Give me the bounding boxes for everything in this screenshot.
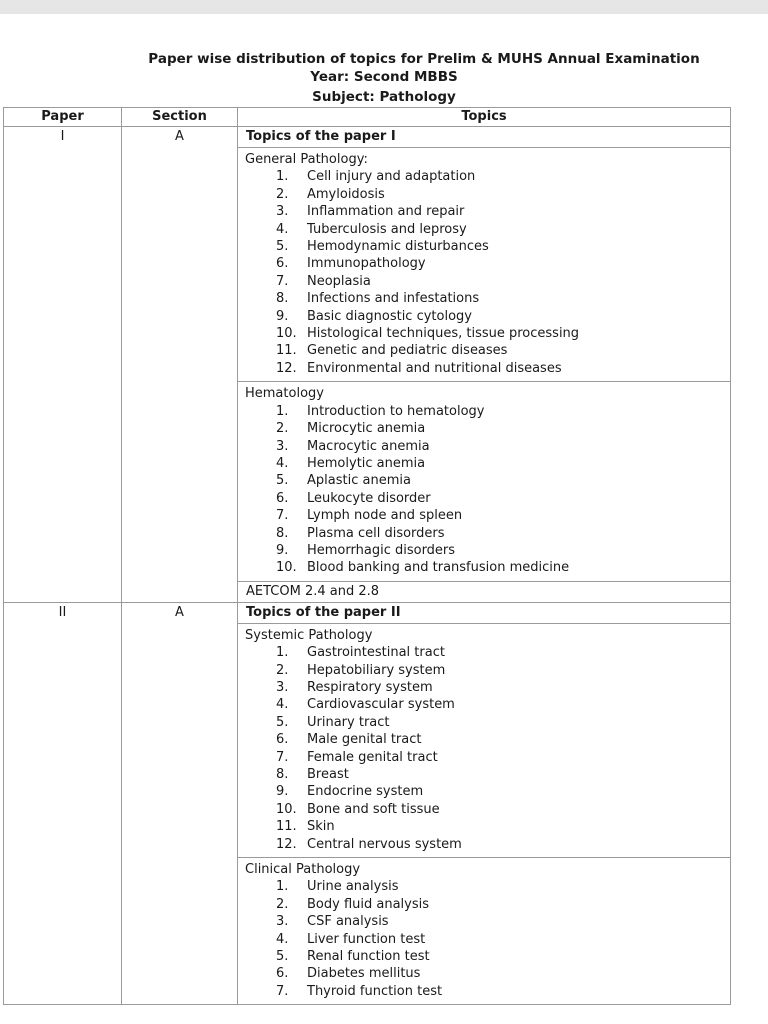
- item-text: Hemodynamic disturbances: [307, 239, 489, 255]
- item-text: Body fluid analysis: [307, 896, 430, 912]
- list-item: [245, 507, 730, 524]
- item-text: Microcytic anemia: [307, 421, 426, 437]
- paper-title: Topics of the paper I: [238, 127, 731, 148]
- item-number: 8.: [276, 525, 289, 541]
- table-body: [4, 127, 731, 1005]
- item-text: Hepatobiliary system: [307, 662, 446, 678]
- list-item: [245, 542, 730, 559]
- item-text: Urinary tract: [307, 714, 390, 730]
- item-number: 4.: [276, 697, 289, 713]
- item-number: 8.: [276, 767, 289, 782]
- item-text: Leukocyte disorder: [307, 490, 431, 506]
- syllabus-table: [3, 107, 731, 1005]
- block-heading: Systemic Pathology: [245, 627, 373, 643]
- item-number: 9.: [276, 308, 289, 324]
- item-number: 11.: [276, 819, 297, 835]
- item-text: Endocrine system: [307, 784, 424, 800]
- item-number: 7.: [276, 508, 289, 524]
- list-item: [245, 644, 730, 661]
- item-text: Cell injury and adaptation: [307, 169, 476, 185]
- item-number: 5.: [276, 473, 289, 489]
- item-text: Inflammation and repair: [307, 204, 465, 220]
- list-item: [245, 420, 730, 437]
- column-header-section: Section: [122, 108, 238, 127]
- item-text: Diabetes mellitus: [307, 966, 421, 982]
- item-text: Thyroid function test: [307, 983, 443, 999]
- item-number: 3.: [276, 438, 289, 454]
- item-number: 5.: [276, 714, 289, 730]
- aetcom-note: AETCOM 2.4 and 2.8: [238, 581, 731, 602]
- item-number: 4.: [276, 221, 289, 237]
- item-text: Blood banking and transfusion medicine: [307, 560, 570, 576]
- item-text: Bone and soft tissue: [307, 801, 440, 817]
- list-item: [245, 836, 730, 853]
- top-bar: [0, 0, 768, 14]
- list-item: [245, 696, 730, 713]
- list-item: [245, 186, 730, 203]
- item-number: 8.: [276, 291, 289, 307]
- list-item: [245, 913, 730, 930]
- list-item: [245, 290, 730, 307]
- item-number: 2.: [276, 662, 289, 678]
- column-header-paper: Paper: [4, 108, 122, 127]
- item-number: 6.: [276, 256, 289, 272]
- year-line: Year: Second MBBS: [310, 69, 458, 85]
- item-text: Renal function test: [307, 949, 430, 965]
- list-item: [245, 679, 730, 696]
- list-item: [245, 472, 730, 489]
- item-number: 1.: [276, 403, 289, 419]
- item-number: 10.: [276, 801, 297, 817]
- item-number: 12.: [276, 360, 297, 376]
- item-text: Gastrointestinal tract: [307, 645, 445, 661]
- item-text: Lymph node and spleen: [307, 508, 463, 524]
- topic-list: [245, 403, 730, 577]
- item-number: 7.: [276, 273, 289, 289]
- list-item: [245, 878, 730, 895]
- item-text: Male genital tract: [307, 732, 422, 748]
- list-item: [245, 896, 730, 913]
- item-text: Respiratory system: [307, 679, 433, 695]
- item-text: Amyloidosis: [307, 186, 385, 202]
- item-text: Aplastic anemia: [307, 473, 411, 489]
- item-number: 9.: [276, 784, 289, 800]
- item-text: Genetic and pediatric diseases: [307, 343, 508, 359]
- list-item: [245, 948, 730, 965]
- item-text: Skin: [307, 819, 335, 835]
- item-text: Cardiovascular system: [307, 697, 455, 713]
- item-number: 6.: [276, 732, 289, 748]
- item-number: 10.: [276, 326, 297, 342]
- item-number: 10.: [276, 560, 297, 576]
- list-item: [245, 438, 730, 455]
- item-text: Female genital tract: [307, 749, 438, 765]
- item-text: Plasma cell disorders: [307, 525, 445, 541]
- item-number: 1.: [276, 879, 289, 895]
- list-item: [245, 525, 730, 542]
- list-item: [245, 325, 730, 342]
- list-item: [245, 983, 730, 1000]
- item-number: 4.: [276, 455, 289, 471]
- list-item: [245, 360, 730, 377]
- list-item: [245, 273, 730, 290]
- item-number: 6.: [276, 966, 289, 982]
- item-text: Central nervous system: [307, 836, 462, 852]
- paper-row: [4, 602, 731, 623]
- block-heading: General Pathology:: [245, 152, 368, 167]
- subject-line: Subject: Pathology: [312, 89, 456, 105]
- topic-list: [245, 644, 730, 853]
- paper-row: [4, 127, 731, 148]
- item-number: 3.: [276, 914, 289, 930]
- section-letter: A: [122, 127, 238, 603]
- list-item: [245, 801, 730, 818]
- item-number: 2.: [276, 186, 289, 202]
- item-number: 2.: [276, 896, 289, 912]
- list-item: [245, 559, 730, 576]
- list-item: [245, 403, 730, 420]
- topic-block: [238, 623, 731, 857]
- item-text: Immunopathology: [307, 256, 426, 272]
- item-text: Liver function test: [307, 931, 426, 947]
- item-number: 12.: [276, 836, 297, 852]
- list-item: [245, 308, 730, 325]
- list-item: [245, 490, 730, 507]
- list-item: [245, 168, 730, 185]
- item-text: Histological techniques, tissue processing: [307, 326, 580, 342]
- document-title: Paper wise distribution of topics for Prelim & MUHS Annual Examination: [148, 51, 700, 67]
- item-text: Neoplasia: [307, 273, 371, 289]
- list-item: [245, 818, 730, 835]
- list-item: [245, 714, 730, 731]
- topic-block: [238, 148, 731, 382]
- list-item: [245, 342, 730, 359]
- list-item: [245, 221, 730, 238]
- item-text: Breast: [307, 767, 349, 782]
- list-item: [245, 238, 730, 255]
- item-text: Urine analysis: [307, 879, 399, 895]
- column-header-topics: Topics: [238, 108, 731, 127]
- block-heading: Hematology: [245, 386, 324, 402]
- list-item: [245, 931, 730, 948]
- item-text: Infections and infestations: [307, 291, 480, 307]
- item-text: Hemolytic anemia: [307, 455, 426, 471]
- list-item: [245, 749, 730, 766]
- item-number: 4.: [276, 931, 289, 947]
- item-number: 3.: [276, 204, 289, 220]
- topic-list: [245, 168, 730, 377]
- item-text: Tuberculosis and leprosy: [307, 221, 467, 237]
- item-text: Hemorrhagic disorders: [307, 542, 456, 558]
- list-item: [245, 965, 730, 982]
- item-number: 6.: [276, 490, 289, 506]
- item-number: 9.: [276, 542, 289, 558]
- item-number: 5.: [276, 239, 289, 255]
- item-number: 7.: [276, 983, 289, 999]
- item-text: Macrocytic anemia: [307, 438, 430, 454]
- item-number: 3.: [276, 679, 289, 695]
- item-number: 11.: [276, 343, 297, 359]
- list-item: [245, 455, 730, 472]
- item-number: 5.: [276, 949, 289, 965]
- topic-block: [238, 858, 731, 1005]
- item-number: 1.: [276, 645, 289, 661]
- block-heading: Clinical Pathology: [245, 862, 361, 878]
- paper-number: I: [4, 127, 122, 603]
- item-number: 1.: [276, 169, 289, 185]
- item-text: Basic diagnostic cytology: [307, 308, 472, 324]
- paper-number: II: [4, 602, 122, 1005]
- topic-block: [238, 382, 731, 581]
- section-letter: A: [122, 602, 238, 1005]
- item-text: CSF analysis: [307, 914, 389, 930]
- table-header-row: [4, 108, 731, 127]
- paper-title: Topics of the paper II: [238, 602, 731, 623]
- list-item: [245, 783, 730, 800]
- list-item: [245, 731, 730, 748]
- item-number: 2.: [276, 421, 289, 437]
- topic-list: [245, 878, 730, 1000]
- list-item: [245, 766, 730, 783]
- item-text: Introduction to hematology: [307, 403, 485, 419]
- item-text: Environmental and nutritional diseases: [307, 360, 562, 376]
- list-item: [245, 203, 730, 220]
- list-item: [245, 255, 730, 272]
- list-item: [245, 662, 730, 679]
- item-number: 7.: [276, 749, 289, 765]
